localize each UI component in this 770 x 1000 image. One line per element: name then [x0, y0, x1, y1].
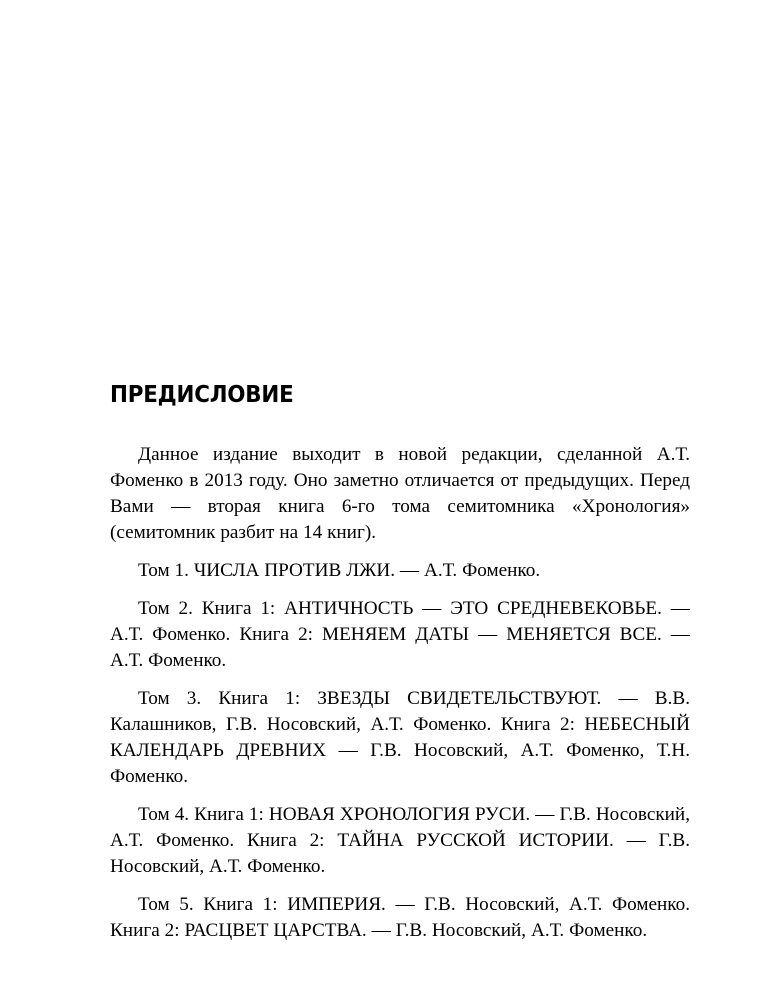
paragraph-tom-5: Том 5. Книга 1: ИМПЕРИЯ. — Г.В. Носовский, А.Т. Фоменко. Книга 2: РАСЦВЕТ ЦАРСТВА. — Г.В. Носовский, А.Т. Фоменко.: [110, 894, 690, 941]
page-title: ПРЕДИСЛОВИЕ: [110, 382, 294, 408]
paragraph-tom-3: Том 3. Книга 1: ЗВЕЗДЫ СВИДЕТЕЛЬСТВУЮТ. — В.В. Калашников, Г.В. Носовский, А.Т. Фоменко. Книга 2: НЕБЕСНЫЙ КАЛЕНДАРЬ ДРЕВНИХ — Г.В. Носовский, А.Т. Фоменко, Т.Н. Фоменко.: [110, 688, 690, 787]
paragraph-tom-4: Том 4. Книга 1: НОВАЯ ХРОНОЛОГИЯ РУСИ. — Г.В. Носовский, А.Т. Фоменко. Книга 2: ТАЙНА РУССКОЙ ИСТОРИИ. — Г.В. Носовский, А.Т. Фоменко.: [110, 804, 690, 877]
paragraph-tom-2: Том 2. Книга 1: АНТИЧНОСТЬ — ЭТО СРЕДНЕВЕКОВЬЕ. — А.Т. Фоменко. Книга 2: МЕНЯЕМ ДАТЫ — МЕНЯЕТСЯ ВСЕ. — А.Т. Фоменко.: [110, 598, 690, 671]
paragraph-tom-1: Том 1. ЧИСЛА ПРОТИВ ЛЖИ. — А.Т. Фоменко.: [138, 560, 541, 581]
page-top-blank-area: [0, 0, 770, 382]
page-content-column: [110, 382, 690, 944]
body-text-block: [110, 442, 690, 944]
paragraph-intro: Данное издание выходит в новой редакции, сделанной А.Т. Фоменко в 2013 году. Оно заметно отличается от предыдущих. Перед Вами — вторая книга 6-го тома семитомника «Хронология» (семитомник разбит на 14 книг).: [110, 444, 690, 543]
